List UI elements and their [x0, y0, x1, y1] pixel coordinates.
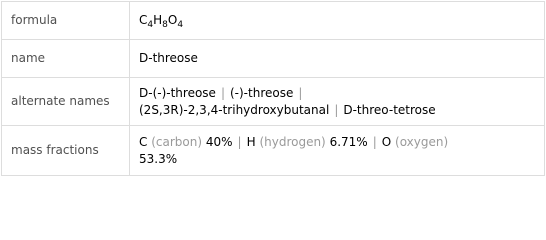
alternate-name: D-(-)-threose: [139, 85, 216, 100]
separator: |: [220, 85, 225, 100]
formula-label: formula: [2, 2, 130, 40]
mass-fraction-oxygen: 53.3%: [139, 151, 178, 166]
alternate-name: D-threo-tetrose: [343, 102, 436, 117]
mass-fraction-hydrogen: 6.71%: [329, 134, 368, 149]
name-value: D-threose: [130, 40, 545, 78]
element-name-oxygen: (oxygen): [395, 134, 449, 149]
formula-subscript-h: 8: [162, 20, 168, 30]
separator: |: [334, 102, 339, 117]
mass-fractions-row: [2, 126, 545, 176]
name-row: [2, 40, 545, 78]
element-symbol-h: H: [246, 134, 256, 149]
formula-subscript-o: 4: [177, 20, 184, 30]
alternate-name: (2S,3R)-2,3,4-trihydroxybutanal: [139, 102, 330, 117]
alternate-names-row: [2, 78, 545, 126]
alternate-name: (-)-threose: [229, 85, 294, 100]
properties-table: [1, 1, 545, 176]
alternate-names-label: alternate names: [2, 78, 130, 126]
alternate-names-value: [130, 78, 545, 126]
mass-fractions-value: [130, 126, 545, 176]
formula-symbol-c: C: [139, 13, 148, 27]
element-name-hydrogen: (hydrogen): [259, 134, 326, 149]
element-symbol-c: C: [139, 134, 148, 149]
formula-symbol-o: O: [167, 13, 178, 27]
formula-row: [2, 2, 545, 40]
mass-fraction-carbon: 40%: [205, 134, 233, 149]
element-name-carbon: (carbon): [151, 134, 203, 149]
element-symbol-o: O: [381, 134, 392, 149]
separator: |: [372, 134, 377, 149]
name-label: name: [2, 40, 130, 78]
formula-subscript-c: 4: [147, 20, 154, 30]
separator: |: [298, 85, 303, 100]
formula-value: [130, 2, 545, 40]
mass-fractions-label: mass fractions: [2, 126, 130, 176]
separator: |: [237, 134, 242, 149]
formula-symbol-h: H: [153, 13, 163, 27]
